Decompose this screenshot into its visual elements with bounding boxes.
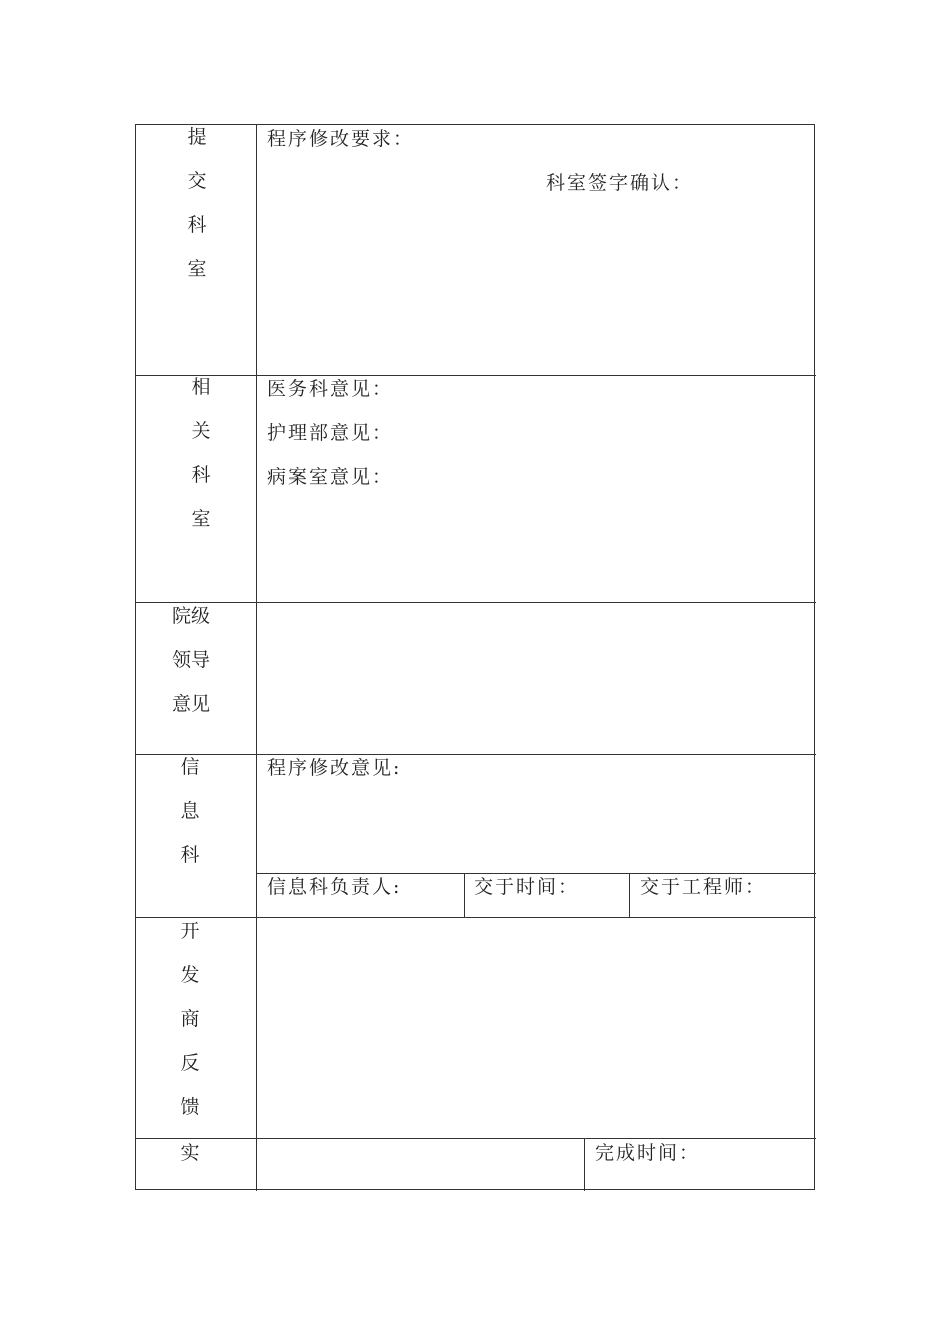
row-divider-4: [136, 917, 816, 918]
submit-dept-label-char: 提: [187, 126, 207, 148]
records-room-opinion-label: 病案室意见：: [267, 466, 394, 488]
requirement-label: 程序修改要求：: [267, 128, 415, 150]
label-column-divider: [256, 125, 257, 1191]
developer-feedback-label-char: 馈: [180, 1096, 200, 1118]
related-dept-label: [181, 365, 221, 541]
submit-dept-label: [177, 115, 217, 291]
info-dept-label-char: 科: [180, 844, 200, 866]
completion-time-label: 完成时间：: [595, 1142, 701, 1164]
implementation-label: [170, 1131, 210, 1175]
row-divider-1: [136, 375, 816, 376]
signature-label: 科室签字确认：: [546, 172, 694, 194]
related-dept-label-char: 室: [191, 508, 211, 530]
info-cell-divider-1: [464, 873, 465, 917]
submit-dept-label-char: 室: [187, 258, 207, 280]
program-modification-form: [135, 124, 815, 1190]
medical-affairs-opinion-label: 医务科意见：: [267, 378, 394, 400]
info-subrow-divider: [256, 873, 816, 874]
info-dept-label-char: 息: [180, 800, 200, 822]
developer-feedback-label-char: 反: [180, 1052, 200, 1074]
info-dept-label-char: 信: [180, 756, 200, 778]
developer-feedback-label-char: 发: [180, 964, 200, 986]
developer-feedback-label: [170, 909, 210, 1129]
info-dept-label: [170, 745, 210, 877]
implementation-label-char: 实: [180, 1142, 200, 1164]
program-opinion-label: 程序修改意见:: [267, 757, 402, 779]
developer-feedback-label-char: 开: [180, 920, 200, 942]
submit-dept-label-char: 科: [187, 214, 207, 236]
related-dept-label-char: 科: [191, 464, 211, 486]
related-dept-label-char: 关: [191, 420, 211, 442]
row-divider-5: [136, 1138, 816, 1139]
info-cell-divider-2: [629, 873, 630, 917]
hospital-leader-label-line: 院级: [171, 605, 210, 627]
row-divider-3: [136, 754, 816, 755]
handover-engineer-label: 交于工程师：: [640, 876, 767, 898]
impl-cell-divider: [584, 1138, 585, 1191]
nursing-opinion-label: 护理部意见：: [267, 422, 394, 444]
handover-time-label: 交于时间：: [474, 876, 580, 898]
submit-dept-label-char: 交: [187, 170, 207, 192]
hospital-leader-label-line: 意见: [171, 693, 210, 715]
hospital-leader-label-line: 领导: [171, 649, 210, 671]
hospital-leader-label: [166, 594, 216, 726]
developer-feedback-label-char: 商: [180, 1008, 200, 1030]
info-responsible-label: 信息科负责人:: [267, 876, 402, 898]
row-divider-2: [136, 602, 816, 603]
related-dept-label-char: 相: [191, 376, 211, 398]
